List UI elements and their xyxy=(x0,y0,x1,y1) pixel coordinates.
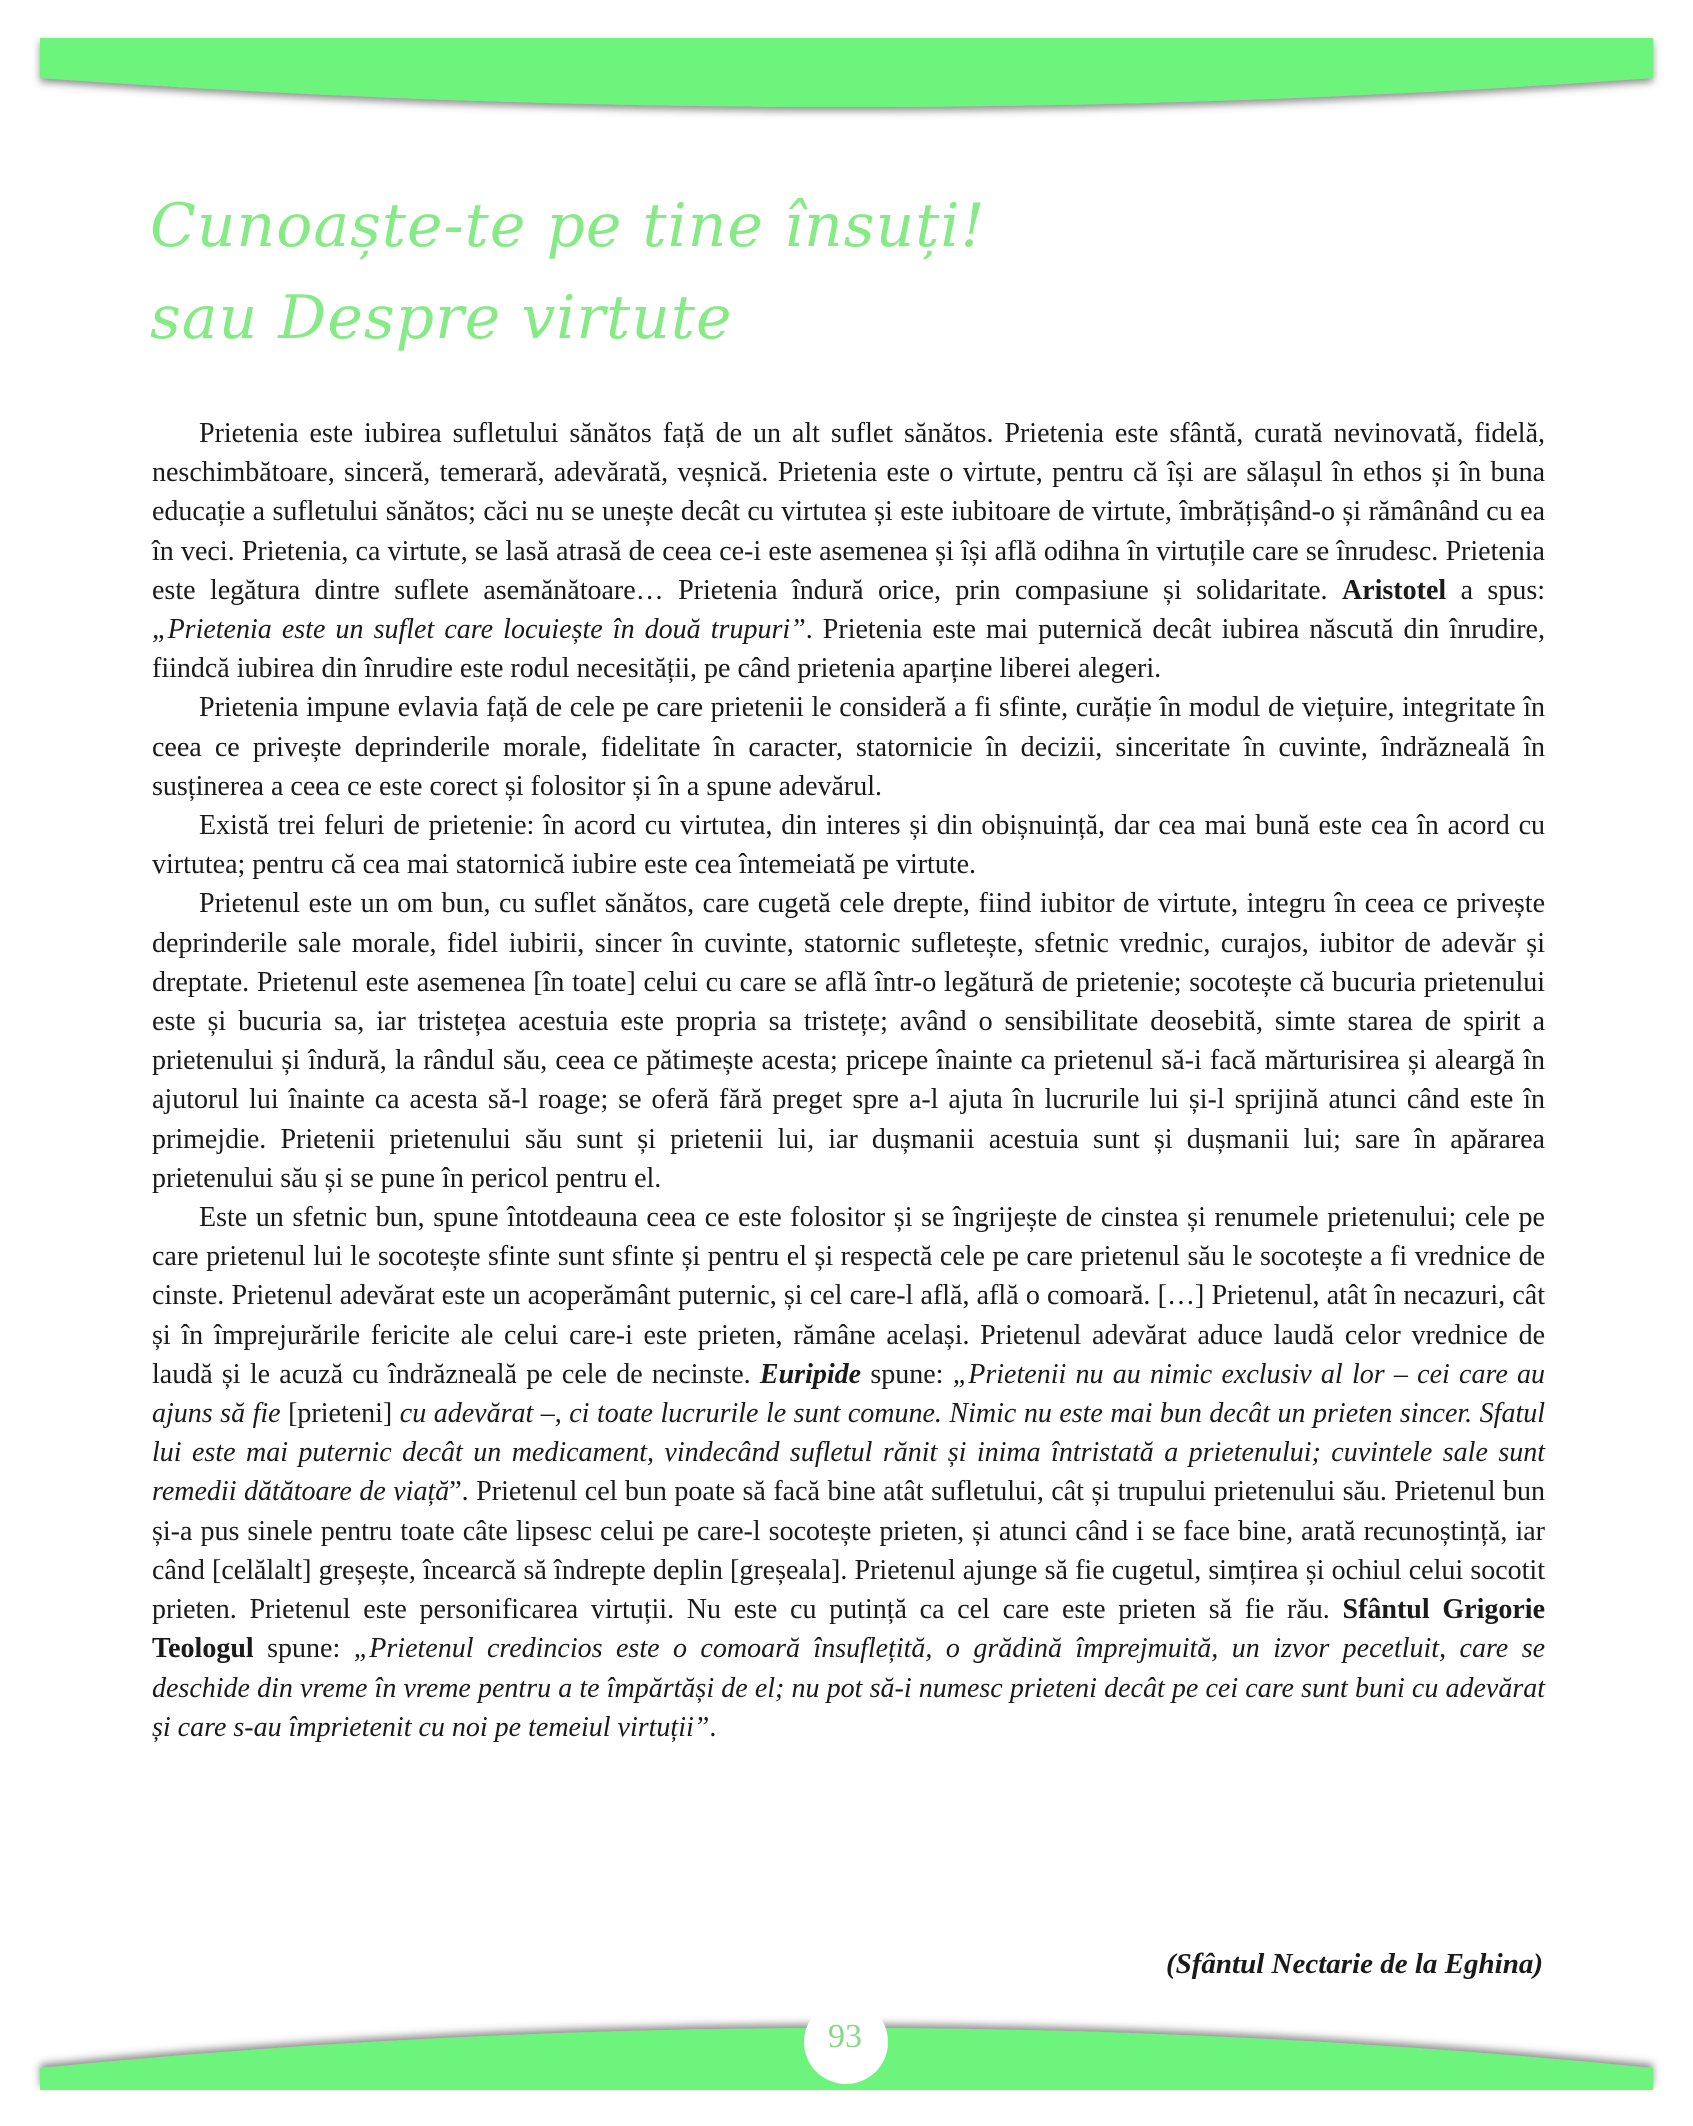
quote-euripide-part-1: „Prietenii nu au nimic exclusiv al lor – cei care au ajuns să fie xyxy=(152,1358,1546,1430)
p5-text-5: . xyxy=(709,1711,717,1743)
paragraph-1 xyxy=(152,414,1545,688)
author-euripide: Euripide xyxy=(759,1358,862,1390)
page-title xyxy=(150,180,986,364)
bottom-decorative-band xyxy=(0,1990,1693,2126)
top-decorative-band xyxy=(0,0,1693,140)
author-grigorie: Sfântul Grigorie Teologul xyxy=(152,1594,1545,1665)
quote-grigorie: „Prietenul credincios este o comoară însuflețită, o grădină împrejmuită, un izvor pecetluit, care se deschide din vreme în vreme pentru a te împărtăși de el; nu pot să-i numesc prieteni decât pe cei care sunt buni cu adevărat și care s-au împrietenit cu noi pe temeiul virtuții” xyxy=(152,1633,1546,1743)
author-aristotel: Aristotel xyxy=(1341,574,1447,606)
paragraph-2: Prietenia impune evlavia față de cele pe care prietenii le consideră a fi sfinte, curăție în modul de viețuire, integritate în ceea ce privește deprinderile morale, fidelitate în caracter, statornicie în decizii, sinceritate în cuvinte, îndrăzneală în susținerea a ceea ce este corect și folositor și în a spune adevărul. xyxy=(152,692,1545,802)
bracket-prieteni: [prieteni] xyxy=(288,1398,393,1430)
page-number: 93 xyxy=(828,2018,862,2055)
p5-text-2: spune: xyxy=(870,1358,944,1390)
title-line-1: Cunoaște-te pe tine însuți! xyxy=(150,191,986,261)
paragraph-4: Prietenul este un om bun, cu suflet sănătos, care cugetă cele drepte, fiind iubitor de virtute, integru în ceea ce privește deprinderile sale morale, fidel iubirii, sincer în cuvinte, statornic sufletește, sfetnic vrednic, curajos, iubitor de adevăr și dreptate. Prietenul este asemenea [în toate] celui cu care se află într-o legătură de prietenie; socotește că bucuria prietenului este și bucuria sa, iar tristețea acestuia este propria sa tristețe; având o sensibilitate deosebită, simte starea de spirit a prietenului și îndură, la rândul său, ceea ce pătimește acesta; pricepe înainte ca prietenul să-i facă mărturisirea și aleargă în ajutorul lui înainte ca acesta să-l roage; se oferă fără preget spre a-l ajuta în lucrurile lui și-l sprijină atunci când este în primejdie. Prietenii prietenului său sunt și prietenii lui, iar dușmanii acestuia sunt și dușmanii lui; sare în apărarea prietenului său și se pune în pericol pentru el. xyxy=(152,888,1545,1194)
paragraph-5 xyxy=(152,1198,1545,1747)
p1-text-3: . Prietenia este mai puternică decât iubirea născută din înrudire, fiindcă iubirea din înrudire este rodul necesității, pe când prietenia aparține liberei alegeri. xyxy=(152,614,1545,685)
title-line-2: sau Despre virtute xyxy=(150,283,733,353)
article-body xyxy=(152,414,1545,1747)
p1-text-1: Prietenia este iubirea sufletului sănătos față de un alt suflet sănătos. Prietenia este sfântă, curată nevinovată, fidelă, neschimbătoare, sinceră, temerară, adevărată, veșnică. Prietenia este o virtute, pentru că își are sălașul în ethos și în buna educație a sufletului sănătos; căci nu se unește decât cu virtutea și este iubitoare de virtute, îmbrățișând-o și rămânând cu ea în veci. Prietenia, ca virtute, se lasă atrasă de ceea ce-i este asemenea și își află odihna în virtuțile care se înrudesc. Prietenia este legătura dintre suflete asemănătoare… Prietenia îndură orice, prin compasiune și solidaritate. xyxy=(152,418,1545,606)
author-signature: (Sfântul Nectarie de la Eghina) xyxy=(1165,1948,1543,1980)
p5-text-1: Este un sfetnic bun, spune întotdeauna ceea ce este folositor și se îngrijește de cinstea și renumele prietenului; cele pe care prietenul lui le socotește sfinte sunt sfinte și pentru el și respectă cele pe care prietenul său le socotește a fi vrednice de cinste. Prietenul adevărat este un acoperământ puternic, și cel care-l află, află o comoară. […] Prietenul, atât în necazuri, cât și în împrejurările fericite ale celui care-i este prieten, rămâne același. Prietenul adevărat aduce laudă celor vrednice de laudă și le acuză cu îndrăzneală pe cele de necinste. xyxy=(152,1202,1545,1390)
quote-euripide-part-2: cu adevărat –, ci toate lucrurile le sunt comune. Nimic nu este mai bun decât un prieten sincer. Sfatul lui este mai puternic decât un medicament, vindecând sufletul rănit și inima întristată a prietenului; cuvintele sale sunt remedii dătătoare de viață xyxy=(152,1398,1546,1508)
p1-text-2: a spus: xyxy=(1460,574,1545,606)
p5-text-4: spune: xyxy=(267,1633,341,1665)
p5-text-3: ”. Prietenul cel bun poate să facă bine atât sufletului, cât și trupului prietenului său. Prietenul bun și-a pus sinele pentru toate câte lipsesc celui pe care-l socotește prieten, și atunci când i se face bine, arată recunoștință, iar când [celălalt] greșește, încearcă să îndrepte deplin [greșeala]. Prietenul ajunge să fie cugetul, simțirea și ochiul celui socotit prieten. Prietenul este personificarea virtuții. Nu este cu putință ca cel care este prieten să fie rău. xyxy=(152,1476,1545,1626)
quote-aristotel: „Prietenia este un suflet care locuiește în două trupuri” xyxy=(152,614,806,646)
paragraph-3: Există trei feluri de prietenie: în acord cu virtutea, din interes și din obișnuință, dar cea mai bună este cea în acord cu virtutea; pentru că cea mai statornică iubire este cea întemeiată pe virtute. xyxy=(152,810,1545,881)
